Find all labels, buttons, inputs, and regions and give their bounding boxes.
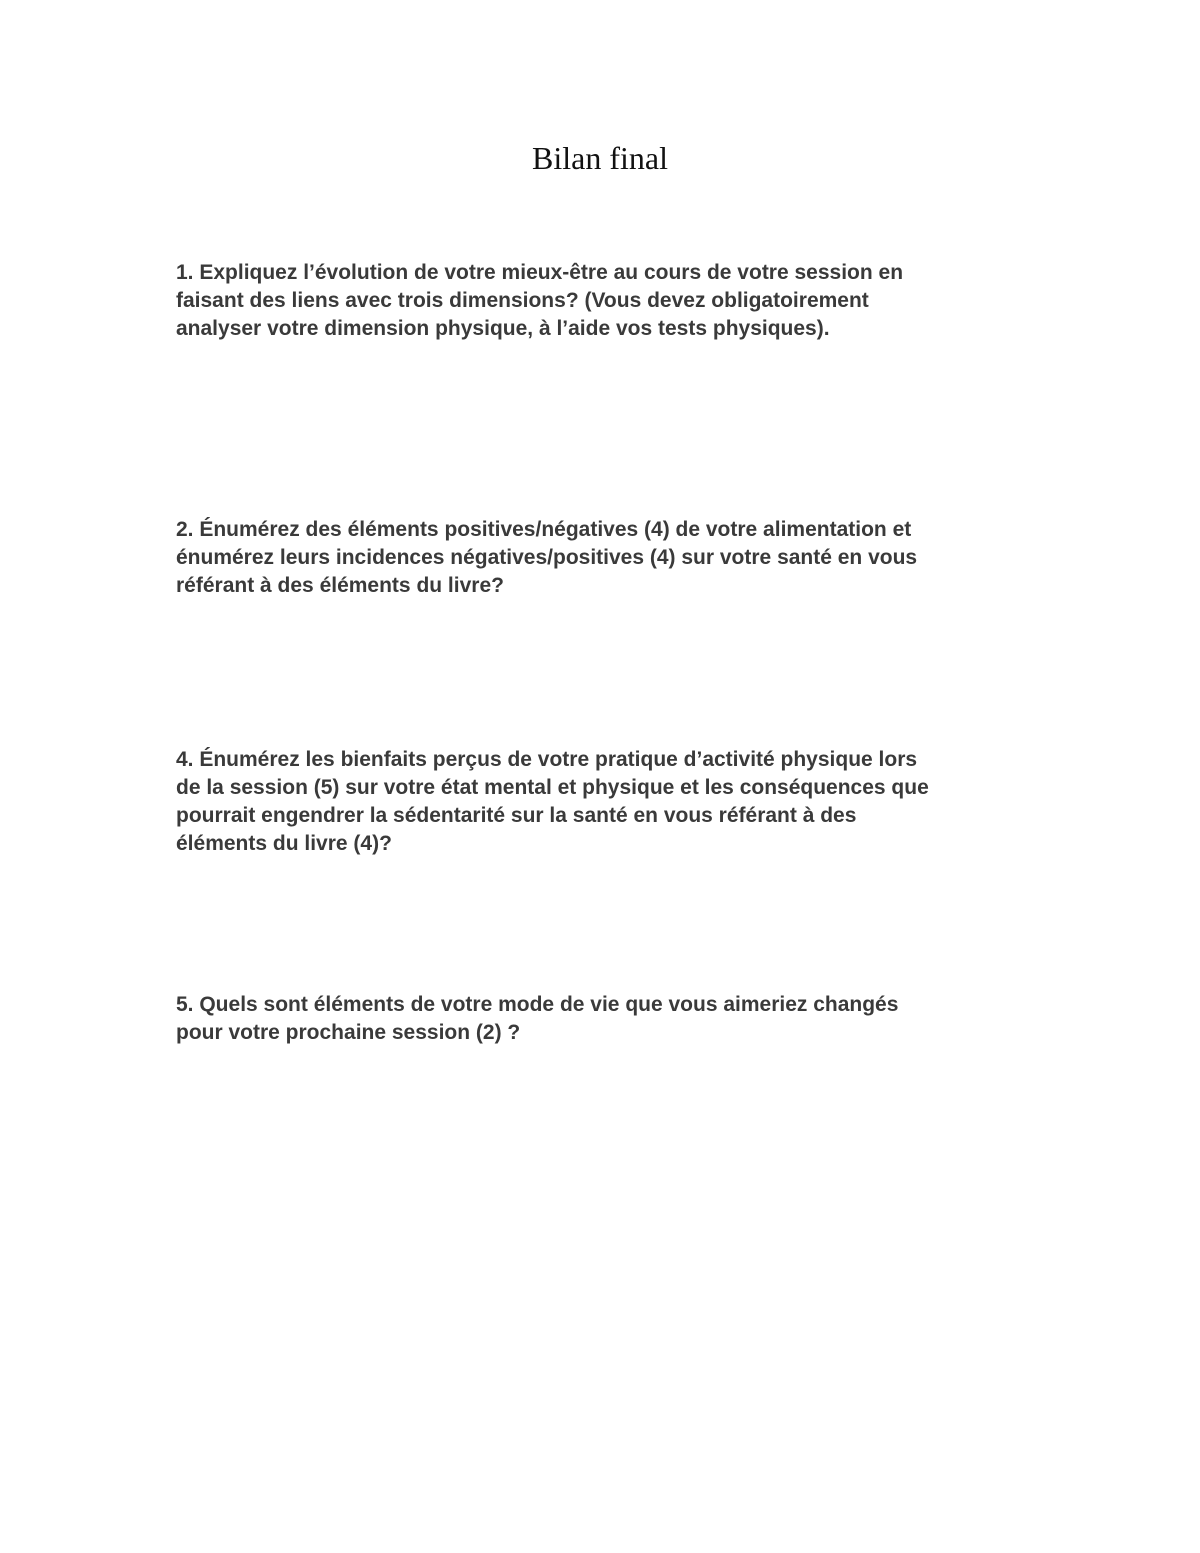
question-2: [176, 516, 1036, 600]
question-2-line: énumérez leurs incidences négatives/positives (4) sur votre santé en vous: [176, 546, 918, 569]
question-2-line: référant à des éléments du livre?: [176, 574, 504, 597]
question-5: [176, 991, 1036, 1047]
question-5-line: 5. Quels sont éléments de votre mode de vie que vous aimeriez changés: [176, 993, 899, 1016]
question-5-line: pour votre prochaine session (2) ?: [176, 1021, 521, 1044]
question-1-line: 1. Expliquez l’évolution de votre mieux-être au cours de votre session en: [176, 261, 904, 284]
question-4-line: éléments du livre (4)?: [176, 832, 392, 855]
question-1-line: analyser votre dimension physique, à l’aide vos tests physiques).: [176, 317, 830, 340]
question-4-line: de la session (5) sur votre état mental et physique et les conséquences que: [176, 776, 929, 799]
question-4: [176, 746, 1036, 858]
document-title: Bilan final: [532, 140, 668, 176]
question-4-line: pourrait engendrer la sédentarité sur la santé en vous référant à des: [176, 804, 857, 827]
question-1: [176, 259, 1036, 343]
question-4-line: 4. Énumérez les bienfaits perçus de votre pratique d’activité physique lors: [176, 748, 918, 771]
question-2-line: 2. Énumérez des éléments positives/négatives (4) de votre alimentation et: [176, 518, 912, 541]
question-1-line: faisant des liens avec trois dimensions? (Vous devez obligatoirement: [176, 289, 869, 312]
